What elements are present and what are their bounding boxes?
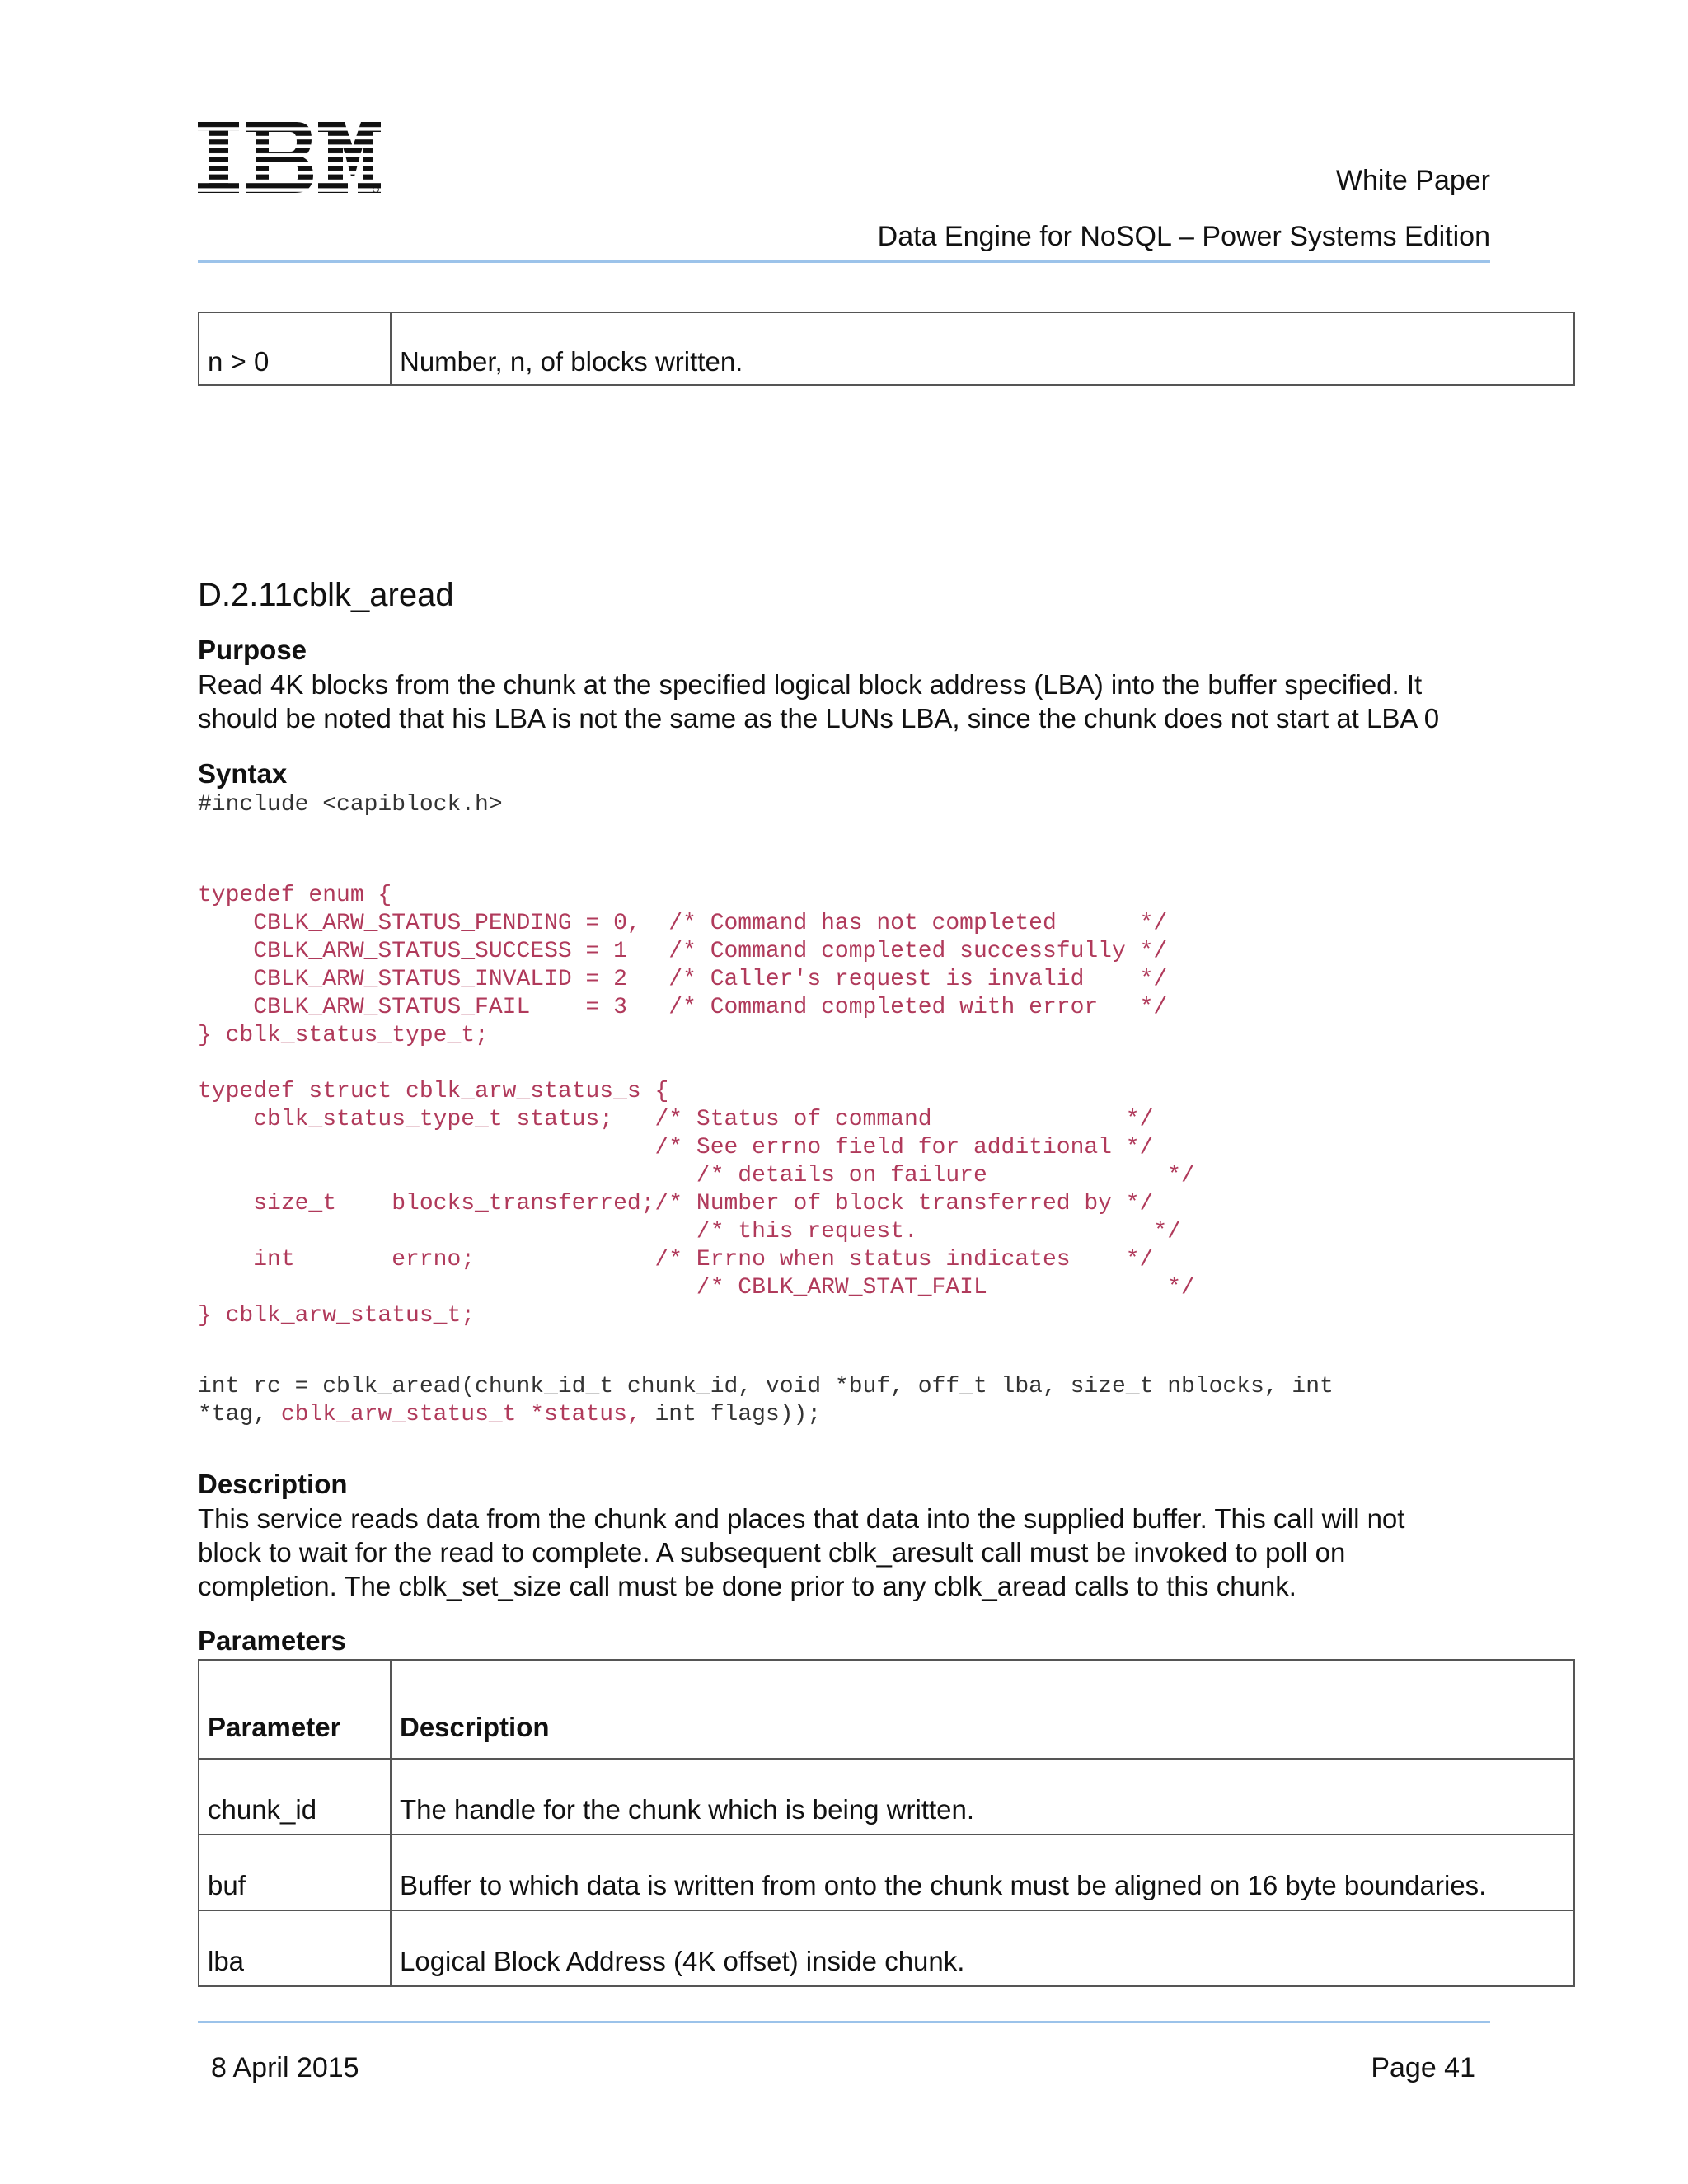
return-values-table [198,312,1575,386]
param-name: chunk_id [199,1759,391,1835]
table-row [199,1910,1574,1986]
param-name: lba [199,1910,391,1986]
syntax-label: Syntax [198,758,288,789]
header-divider [198,260,1490,263]
param-description: Logical Block Address (4K offset) inside chunk. [391,1910,1574,1986]
footer-divider [198,2021,1490,2023]
param-description: The handle for the chunk which is being written. [391,1759,1574,1835]
column-header: Parameter [199,1660,391,1759]
parameters-table [198,1659,1575,1987]
purpose-label: Purpose [198,635,307,665]
purpose-text: Read 4K blocks from the chunk at the specified logical block address (LBA) into the buffer specified. It should be noted that his LBA is not the same as the LUNs LBA, since the chunk does not start at LBA 0 [198,669,1440,733]
table-row [199,312,1574,385]
footer-page-number: Page 41 [1371,2052,1475,2083]
document-type: White Paper [1335,165,1490,196]
parameters-label: Parameters [198,1625,346,1656]
section-heading: D.2.11cblk_aread [198,577,454,613]
footer-date: 8 April 2015 [211,2052,359,2083]
description-label: Description [198,1469,348,1499]
signature-flags-part: int flags)); [640,1402,822,1427]
signature-status-part: cblk_arw_status_t *status, [280,1402,641,1427]
return-value-cell: n > 0 [199,312,391,385]
param-name: buf [199,1835,391,1910]
code-block: typedef enum { CBLK_ARW_STATUS_PENDING = 0, /* Command has not completed */ CBLK_ARW_STATUS_SUCCESS = 1 /* Command completed successfully */ CBLK_ARW_STATUS_INVALID = 2 /* Caller's request is invalid */ CBLK_ARW_STATUS_FAIL = 3 /* Command completed with error */ } cblk_status_type_t; typedef struct cblk_arw_status_s { cblk_status_type_t status; /* Status of command */ /* See errno field for additional */ /* details on failure */ size_t blocks_transferred;/* Number of block transferred by */ /* this request. */ int errno; /* Errno when status indicates */ /* CBLK_ARW_STAT_FAIL */ } cblk_arw_status_t; [198,883,1195,1329]
table-row [199,1759,1574,1835]
function-signature-line-2 [198,1401,821,1429]
table-row [199,1835,1574,1910]
description-text: This service reads data from the chunk and places that data into the supplied buffer. This call will not block to wait for the read to complete. A subsequent cblk_aresult call must be invoked to poll on completion. The cblk_set_size call must be done prior to any cblk_aread calls to this chunk. [198,1503,1405,1601]
ibm-logo [198,122,381,193]
column-header: Description [391,1660,1574,1759]
function-signature-line-1: int rc = cblk_aread(chunk_id_t chunk_id, void *buf, off_t lba, size_t nblocks, int [198,1374,1334,1399]
param-description: Buffer to which data is written from onto the chunk must be aligned on 16 byte boundaries. [391,1835,1574,1910]
return-meaning-cell: Number, n, of blocks written. [391,312,1574,385]
table-header-row [199,1660,1574,1759]
include-line: #include <capiblock.h> [198,792,503,818]
signature-tag-part: *tag, [198,1402,281,1427]
document-title: Data Engine for NoSQL – Power Systems Edition [877,221,1490,252]
